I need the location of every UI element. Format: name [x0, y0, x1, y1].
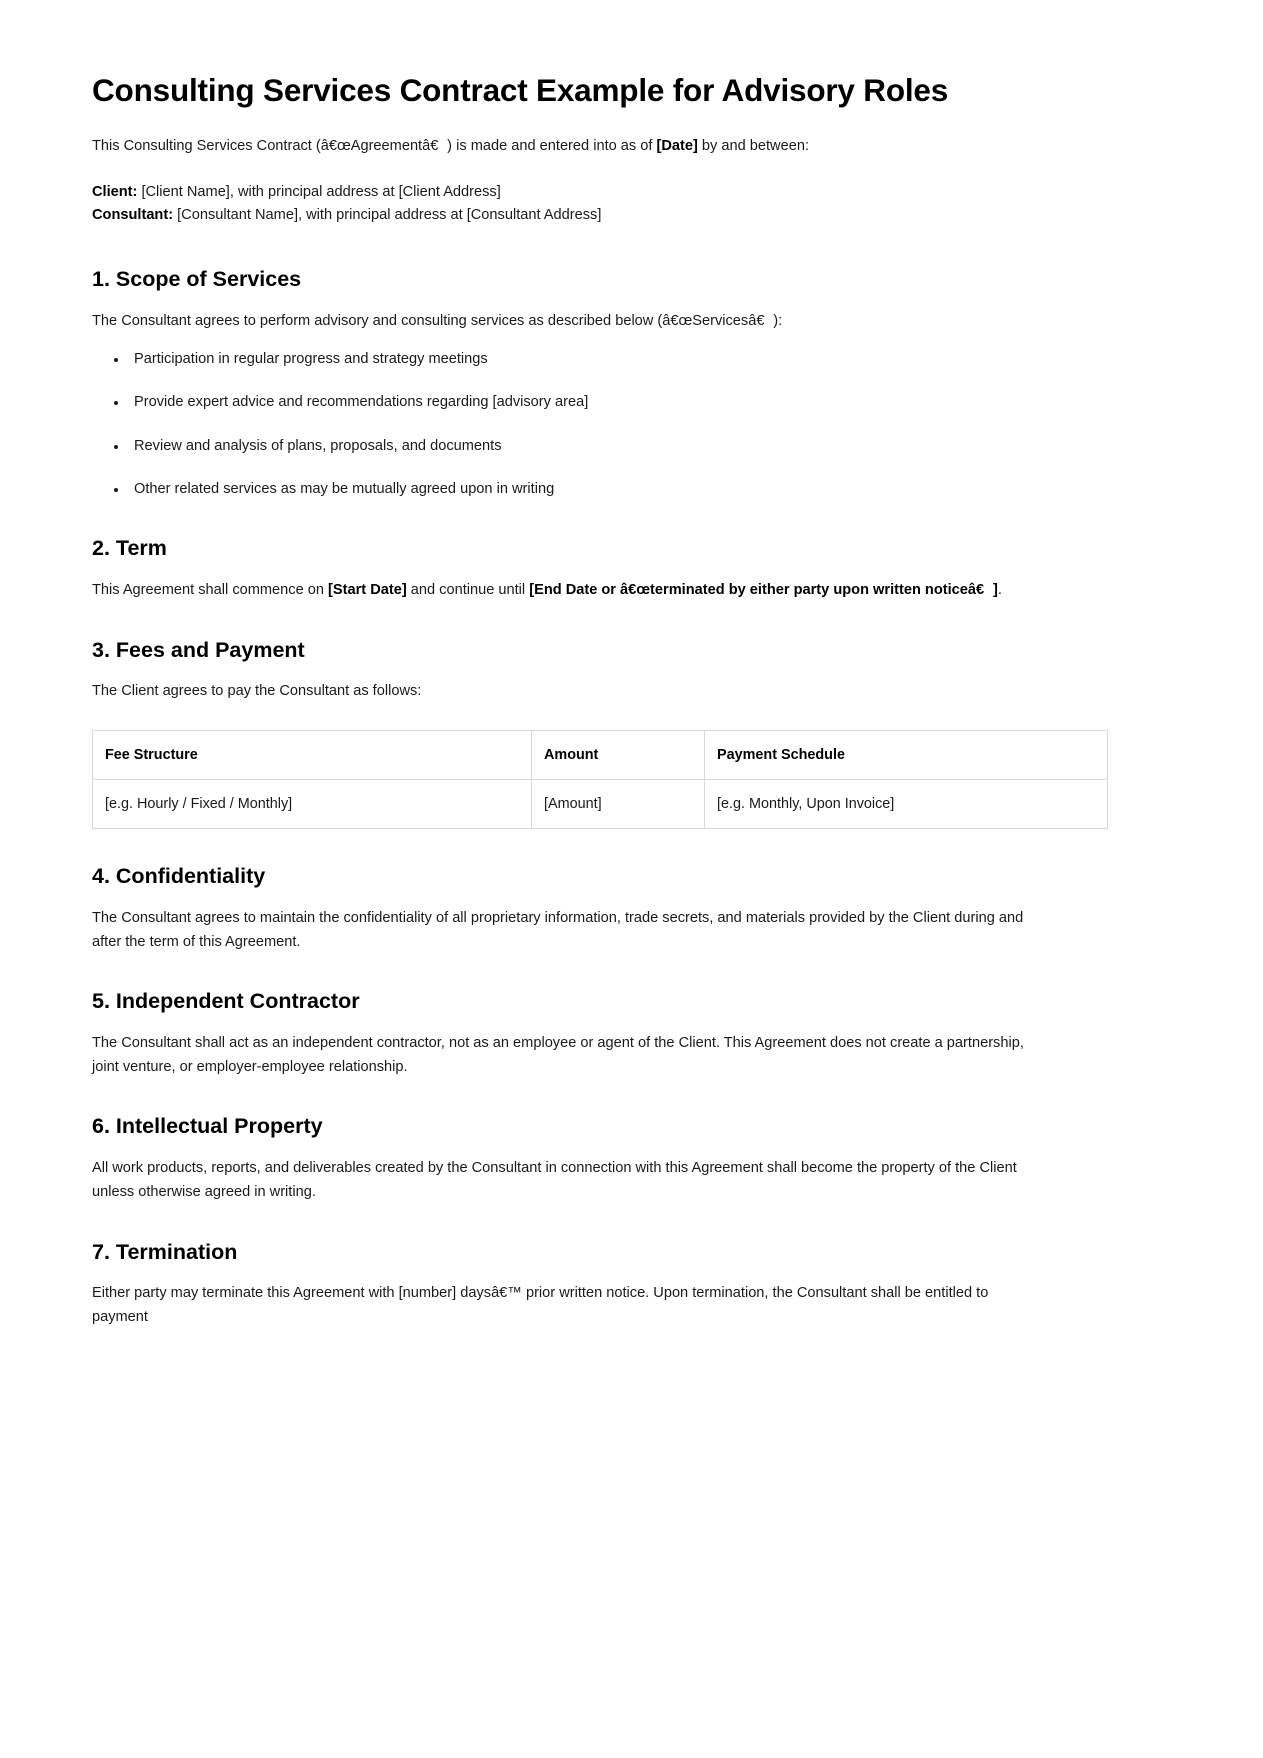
party-client-label: Client: — [92, 183, 138, 200]
list-item: • Other related services as may be mutually agreed upon in writing — [128, 478, 1032, 501]
section-fees-and-payment — [92, 637, 1032, 830]
intro-paragraph — [92, 135, 1032, 159]
party-consultant-label: Consultant: — [92, 207, 174, 224]
section-7-body: Either party may terminate this Agreement with [number] daysâ€™ prior written notice. Upon termination, the Consultant shall be entitled to payment — [92, 1285, 989, 1326]
list-item: • Provide expert advice and recommendations regarding [advisory area] — [128, 391, 1032, 414]
intro-date-placeholder: [Date] — [656, 138, 698, 155]
list-item: • Participation in regular progress and strategy meetings — [128, 348, 1032, 371]
section-5-body: The Consultant shall act as an independent contractor, not as an employee or agent of the Client. This Agreement does not create a partnership, joint venture, or employer-employee relationship. — [92, 1035, 1024, 1075]
section-termination — [92, 1239, 1032, 1330]
party-client-value: [Client Name], with principal address at [Client Address] — [137, 183, 501, 200]
section-1-intro: The Consultant agrees to perform advisory and consulting services as described below (â€œServicesâ€): — [92, 312, 783, 329]
section-term — [92, 535, 1032, 603]
section-heading-3: 3. Fees and Payment — [92, 637, 305, 662]
term-part3: . — [997, 581, 1002, 598]
section-2-body — [92, 579, 1032, 603]
party-consultant-value: [Consultant Name], with principal address at [Consultant Address] — [173, 207, 602, 224]
section-3-intro: The Client agrees to pay the Consultant as follows: — [92, 683, 422, 700]
term-end-date: [End Date or â€œterminated by either party upon written noticeâ€] — [529, 581, 998, 598]
section-independent-contractor — [92, 988, 1032, 1079]
intro-text-before-date: This Consulting Services Contract (â€œAgreementâ€) is made and entered into as of — [92, 138, 657, 155]
cell-amount: [Amount] — [532, 780, 705, 829]
term-part2: and continue until — [406, 581, 530, 598]
section-6-body: All work products, reports, and deliverables created by the Consultant in connection with this Agreement shall become the property of the Client unless otherwise agreed in writing. — [92, 1160, 1017, 1200]
scope-bullet-list — [92, 348, 1032, 501]
intro-text-after-date: by and between: — [697, 138, 809, 155]
term-start-date: [Start Date] — [328, 581, 407, 598]
cell-fee-structure: [e.g. Hourly / Fixed / Monthly] — [93, 780, 532, 829]
section-heading-6: 6. Intellectual Property — [92, 1114, 323, 1139]
term-part1: This Agreement shall commence on — [92, 581, 329, 598]
column-header-payment-schedule: Payment Schedule — [705, 731, 1108, 780]
party-client — [92, 181, 1032, 228]
table-row — [93, 780, 1108, 829]
section-scope-of-services — [92, 266, 1032, 501]
section-intellectual-property — [92, 1113, 1032, 1204]
fee-table — [92, 730, 1108, 829]
table-header-row — [93, 731, 1108, 780]
section-heading-7: 7. Termination — [92, 1239, 238, 1264]
section-confidentiality — [92, 863, 1032, 954]
section-4-body: The Consultant agrees to maintain the confidentiality of all proprietary information, trade secrets, and materials provided by the Client during and after the term of this Agreement. — [92, 909, 1024, 950]
page-title: Consulting Services Contract Example for Advisory Roles — [92, 72, 949, 108]
list-item: • Review and analysis of plans, proposals, and documents — [128, 435, 1032, 458]
cell-payment-schedule: [e.g. Monthly, Upon Invoice] — [705, 780, 1108, 829]
section-heading-2: 2. Term — [92, 536, 167, 561]
section-heading-4: 4. Confidentiality — [92, 864, 266, 889]
document-content — [92, 72, 1032, 1330]
column-header-fee-structure: Fee Structure — [93, 731, 532, 780]
column-header-amount: Amount — [532, 731, 705, 780]
section-heading-1: 1. Scope of Services — [92, 267, 302, 292]
section-heading-5: 5. Independent Contractor — [92, 989, 360, 1014]
